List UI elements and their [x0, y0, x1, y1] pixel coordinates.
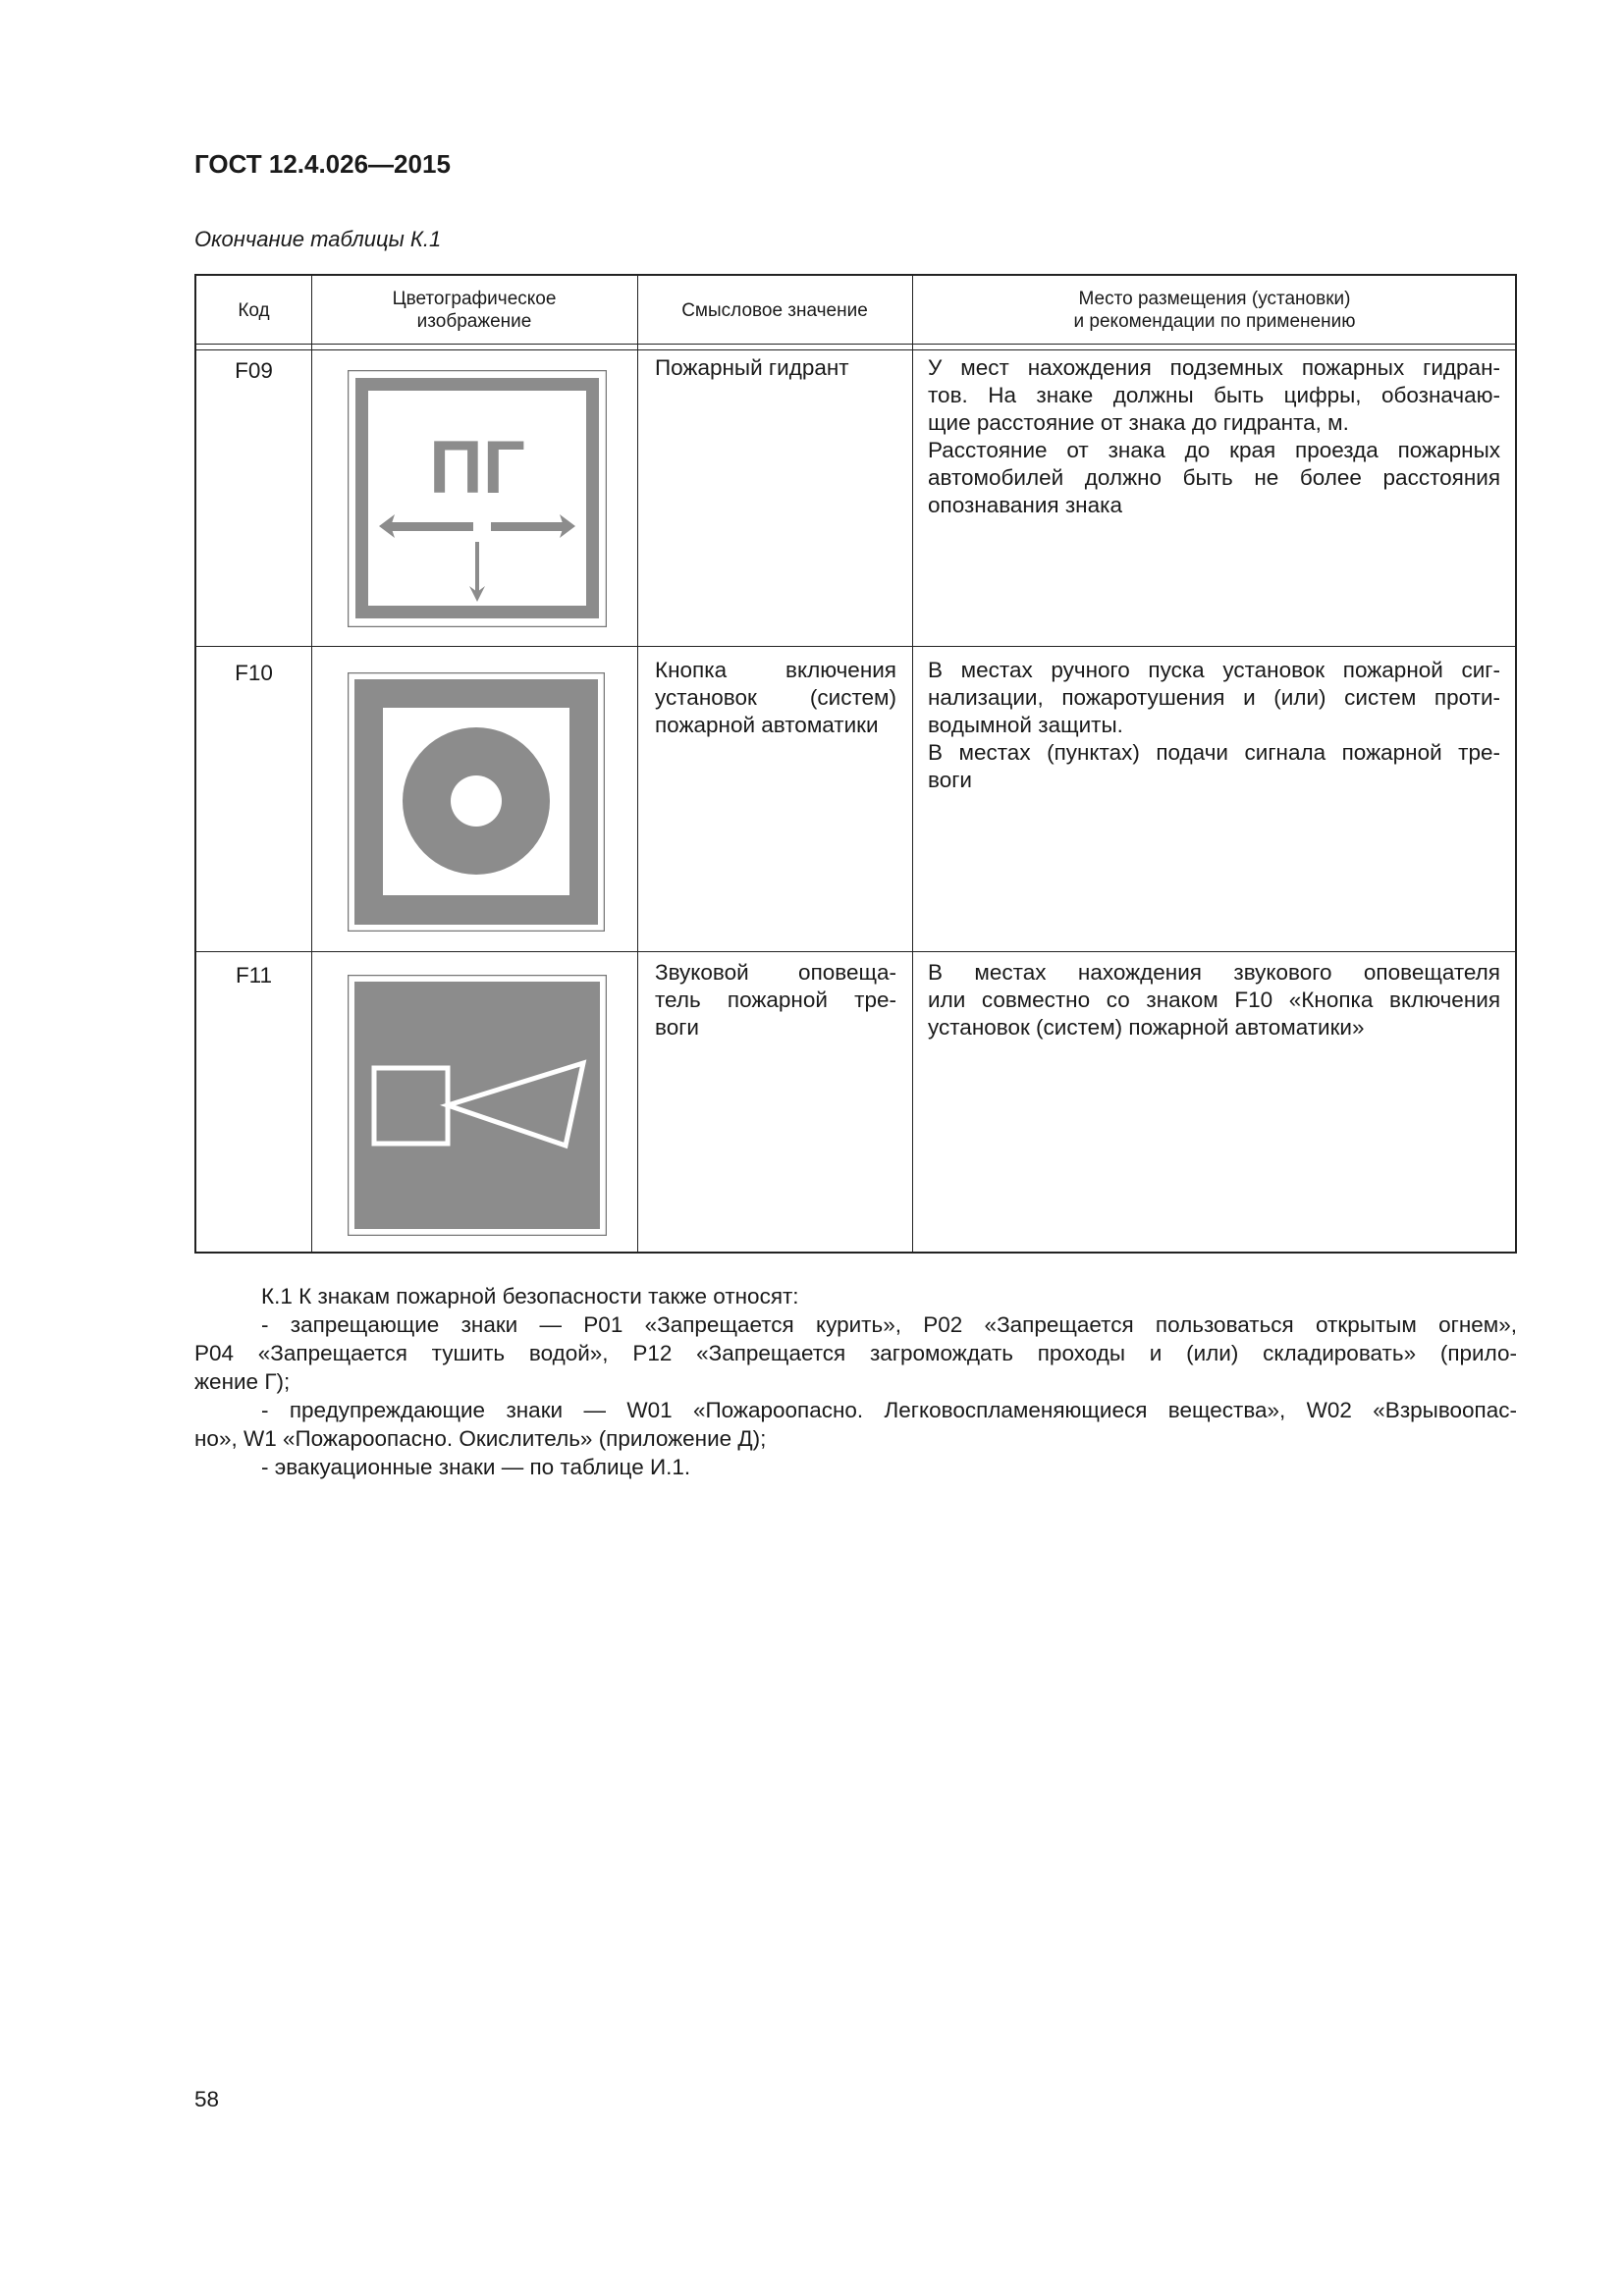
fire-hydrant-sign-icon — [348, 370, 607, 627]
placement-line: В местах (пунктах) подачи сигнала пожарной тре- — [928, 740, 1500, 765]
note-line: но», W1 «Пожароопасно. Окислитель» (приложение Д); — [194, 1426, 767, 1451]
fire-alarm-button-sign-icon — [348, 672, 605, 932]
row-divider — [196, 646, 1515, 647]
note-line: К.1 К знакам пожарной безопасности также относят: — [261, 1284, 799, 1308]
placement-line: У мест нахождения подземных пожарных гидран- — [928, 355, 1500, 380]
column-header-placement — [912, 276, 1517, 345]
row-divider — [196, 951, 1515, 952]
header-line: и рекомендации по применению — [1073, 311, 1356, 332]
header-divider — [196, 349, 1515, 350]
placement-line: Расстояние от знака до края проезда пожарных — [928, 438, 1500, 462]
column-divider — [912, 276, 913, 1252]
document-title: ГОСТ 12.4.026—2015 — [194, 149, 451, 179]
placement-line: воги — [928, 768, 972, 792]
meaning-line: установок (систем) — [655, 685, 896, 710]
column-divider — [637, 276, 638, 1252]
meaning-line: пожарной автоматики — [655, 713, 879, 737]
column-divider — [311, 276, 312, 1252]
meaning-line: тель пожарной тре- — [655, 988, 896, 1012]
placement-cell — [928, 959, 1500, 1041]
meaning-cell — [655, 959, 896, 1041]
placement-line: В местах нахождения звукового оповещателя — [928, 960, 1500, 985]
note-line: - предупреждающие знаки — W01 «Пожароопасно. Легковоспламеняющиеся вещества», W02 «Взрывоопас- — [261, 1398, 1517, 1422]
sign-lettering: ПГ — [429, 426, 525, 509]
page-number: 58 — [194, 2087, 220, 2111]
placement-line: опознавания знака — [928, 493, 1122, 517]
placement-line: водымной защиты. — [928, 713, 1123, 737]
placement-line: или совместно со знаком F10 «Кнопка включения — [928, 988, 1500, 1012]
placement-cell — [928, 657, 1500, 794]
placement-cell — [928, 354, 1500, 519]
column-header-meaning: Смысловое значение — [681, 299, 868, 321]
placement-line: нализации, пожаротушения и (или) систем проти- — [928, 685, 1500, 710]
header-line: Цветографическое — [392, 289, 557, 309]
placement-line: В местах ручного пуска установок пожарной сиг- — [928, 658, 1500, 682]
meaning-line: Кнопка включения — [655, 658, 896, 682]
note-line: - эвакуационные знаки — по таблице И.1. — [261, 1455, 691, 1479]
placement-line: щие расстояние от знака до гидранта, м. — [928, 410, 1349, 435]
row-code: F11 — [235, 963, 273, 988]
meaning-line: Пожарный гидрант — [655, 355, 849, 380]
row-code: F09 — [235, 358, 273, 383]
signs-table — [194, 274, 1517, 1254]
meaning-cell — [655, 657, 896, 739]
notes-section — [194, 1282, 1517, 1481]
placement-line: тов. На знаке должны быть цифры, обозначаю- — [928, 383, 1500, 407]
meaning-cell — [655, 354, 900, 382]
row-code: F10 — [235, 661, 273, 685]
note-line: - запрещающие знаки — P01 «Запрещается курить», P02 «Запрещается пользоваться открытым огнем», — [261, 1312, 1517, 1337]
table-caption: Окончание таблицы К.1 — [194, 227, 442, 251]
placement-line: автомобилей должно быть не более расстояния — [928, 465, 1500, 490]
column-header-code: Код — [238, 299, 270, 321]
note-line: жение Г); — [194, 1369, 291, 1394]
meaning-line: Звуковой оповеща- — [655, 960, 896, 985]
header-line: Место размещения (установки) — [1078, 289, 1351, 309]
column-header-image — [311, 276, 637, 345]
header-line: изображение — [416, 311, 532, 332]
fire-alarm-sounder-sign-icon — [348, 975, 607, 1236]
meaning-line: воги — [655, 1015, 699, 1040]
placement-line: установок (систем) пожарной автоматики» — [928, 1015, 1365, 1040]
note-line: P04 «Запрещается тушить водой», P12 «Запрещается загромождать проходы и (или) складировать» (прило- — [194, 1341, 1517, 1365]
